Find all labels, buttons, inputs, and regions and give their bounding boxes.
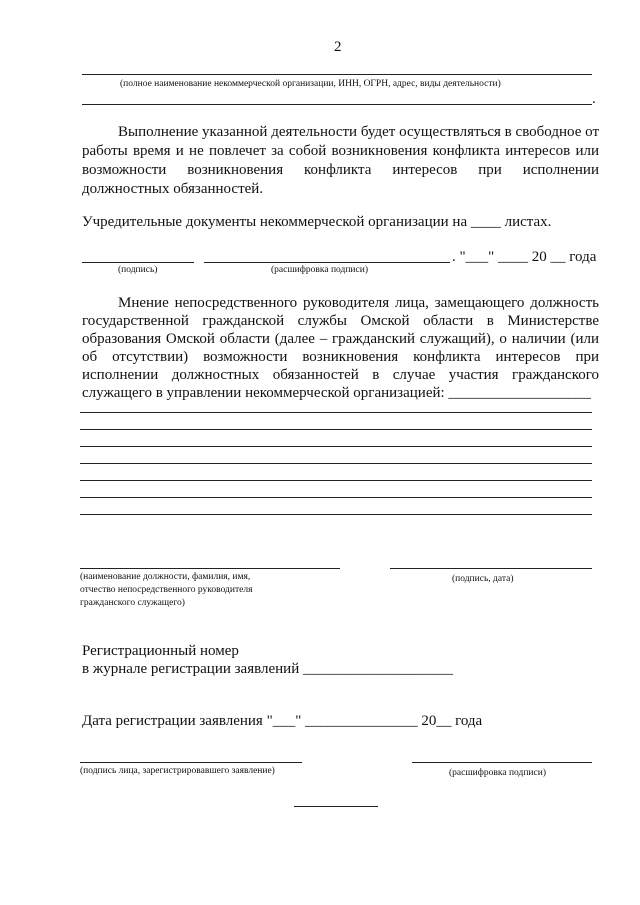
para2-line-5: исполнении должностных обязанностей в случае участия гражданского bbox=[82, 367, 599, 383]
para1-line-4: должностных обязанностей. bbox=[82, 181, 264, 197]
registration-date-text: Дата регистрации заявления "___" _______________ 20__ года bbox=[82, 713, 483, 729]
founding-docs-text: Учредительные документы некоммерческой организации на ____ листах. bbox=[82, 214, 552, 230]
registrar-signature-caption: (подпись лица, зарегистрировавшего заявление) bbox=[80, 766, 275, 776]
document-end-rule bbox=[294, 806, 378, 807]
para1-line-2: работы время и не повлечет за собой возникновения конфликта интересов или bbox=[82, 143, 599, 159]
manager-caption-line-2: отчество непосредственного руководителя bbox=[80, 585, 253, 595]
para2-line-3: образования Омской области (далее – гражданский служащий), о наличии (или bbox=[82, 331, 599, 347]
opinion-line bbox=[80, 514, 592, 515]
manager-caption-line-1: (наименование должности, фамилия, имя, bbox=[80, 572, 251, 582]
applicant-signature-caption: (подпись) bbox=[118, 265, 158, 275]
org-details-line bbox=[82, 104, 592, 105]
opinion-line bbox=[80, 412, 592, 413]
para2-line-1: Мнение непосредственного руководителя лица, замещающего должность bbox=[118, 295, 599, 311]
registrar-signature-line bbox=[80, 762, 302, 763]
opinion-line bbox=[80, 446, 592, 447]
opinion-line bbox=[80, 480, 592, 481]
registrar-decode-caption: (расшифровка подписи) bbox=[449, 768, 546, 778]
manager-caption-line-3: гражданского служащего) bbox=[80, 598, 185, 608]
para2-line-4: об отсутствии) возможности возникновения конфликта интересов при bbox=[82, 349, 599, 365]
opinion-line bbox=[80, 429, 592, 430]
manager-sign-date-line bbox=[390, 568, 592, 569]
registrar-decode-line bbox=[412, 762, 592, 763]
opinion-line bbox=[80, 497, 592, 498]
registration-journal-text: в журнале регистрации заявлений ____________________ bbox=[82, 661, 453, 677]
registration-number-label: Регистрационный номер bbox=[82, 643, 239, 659]
org-line-dot: . bbox=[592, 91, 596, 107]
applicant-sign-date: . "___" ____ 20 __ года bbox=[452, 249, 597, 265]
applicant-signature-line bbox=[82, 262, 194, 263]
para1-line-3: возможности возникновения конфликта интересов при исполнении bbox=[82, 162, 599, 178]
opinion-line bbox=[80, 463, 592, 464]
manager-name-line bbox=[80, 568, 340, 569]
para1-line-1: Выполнение указанной деятельности будет осуществляться в свободное от bbox=[118, 124, 599, 140]
org-name-caption: (полное наименование некоммерческой организации, ИНН, ОГРН, адрес, виды деятельности) bbox=[120, 79, 501, 89]
page-number: 2 bbox=[334, 39, 342, 55]
para2-line-2: государственной гражданской службы Омской области в Министерстве bbox=[82, 313, 599, 329]
para2-line-6: служащего в управлении некоммерческой организацией: ___________________ bbox=[82, 385, 591, 401]
manager-sign-date-caption: (подпись, дата) bbox=[452, 574, 514, 584]
org-name-line bbox=[82, 74, 592, 75]
applicant-signature-decode-line bbox=[204, 262, 450, 263]
applicant-decode-caption: (расшифровка подписи) bbox=[271, 265, 368, 275]
